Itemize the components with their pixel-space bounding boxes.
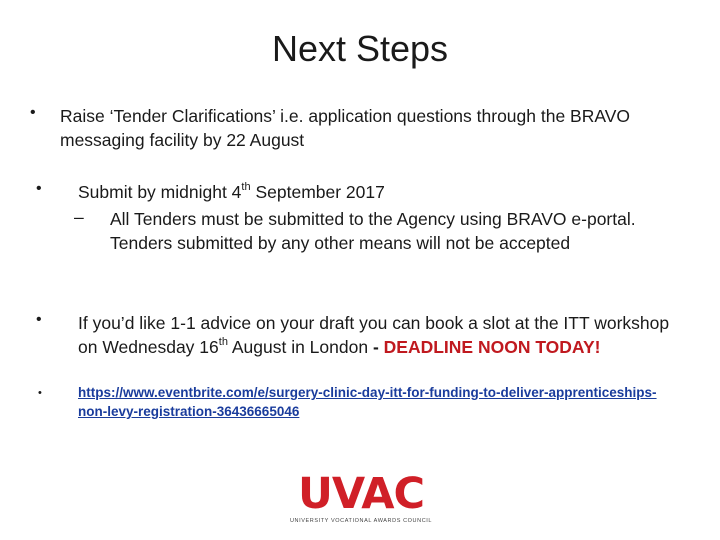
logo-subtitle: UNIVERSITY VOCATIONAL AWARDS COUNCIL [289, 518, 433, 524]
sub-bullet-dash: – [74, 207, 84, 227]
sub-bullet-bravo: All Tenders must be submitted to the Agency using BRAVO e-portal. Tenders submitted by any other means will not be accepted [110, 209, 636, 253]
submit-text-b: September 2017 [250, 182, 385, 202]
bullet-marker: • [36, 311, 42, 328]
submit-sup: th [241, 181, 251, 194]
uvac-logo [288, 469, 434, 532]
submit-text-a: Submit by midnight 4 [78, 182, 242, 202]
workshop-dash: - [372, 337, 379, 357]
workshop-text-b: August in London [227, 337, 373, 357]
bullet-marker: • [36, 180, 42, 197]
workshop-text-a: If you’d like 1-1 advice on your draft you can book a slot at the ITT workshop on Wednesday 16 [78, 313, 670, 357]
bullet-submit [78, 180, 678, 204]
bullet-clarifications: Raise ‘Tender Clarifications’ i.e. application questions through the BRAVO messaging facility by 22 August [60, 106, 631, 150]
bullet-marker: • [38, 387, 42, 399]
bullet-marker: • [30, 104, 36, 121]
bullet-workshop [78, 311, 688, 359]
logo-letters: UVAC [297, 469, 425, 519]
deadline-text: DEADLINE NOON TODAY! [383, 337, 601, 357]
eventbrite-link[interactable]: https://www.eventbrite.com/e/surgery-clinic-day-itt-for-funding-to-deliver-apprenticeships-non-levy-registration-36436665046 [78, 385, 657, 419]
workshop-sup: th [218, 336, 228, 349]
page-title: Next Steps [271, 28, 449, 69]
